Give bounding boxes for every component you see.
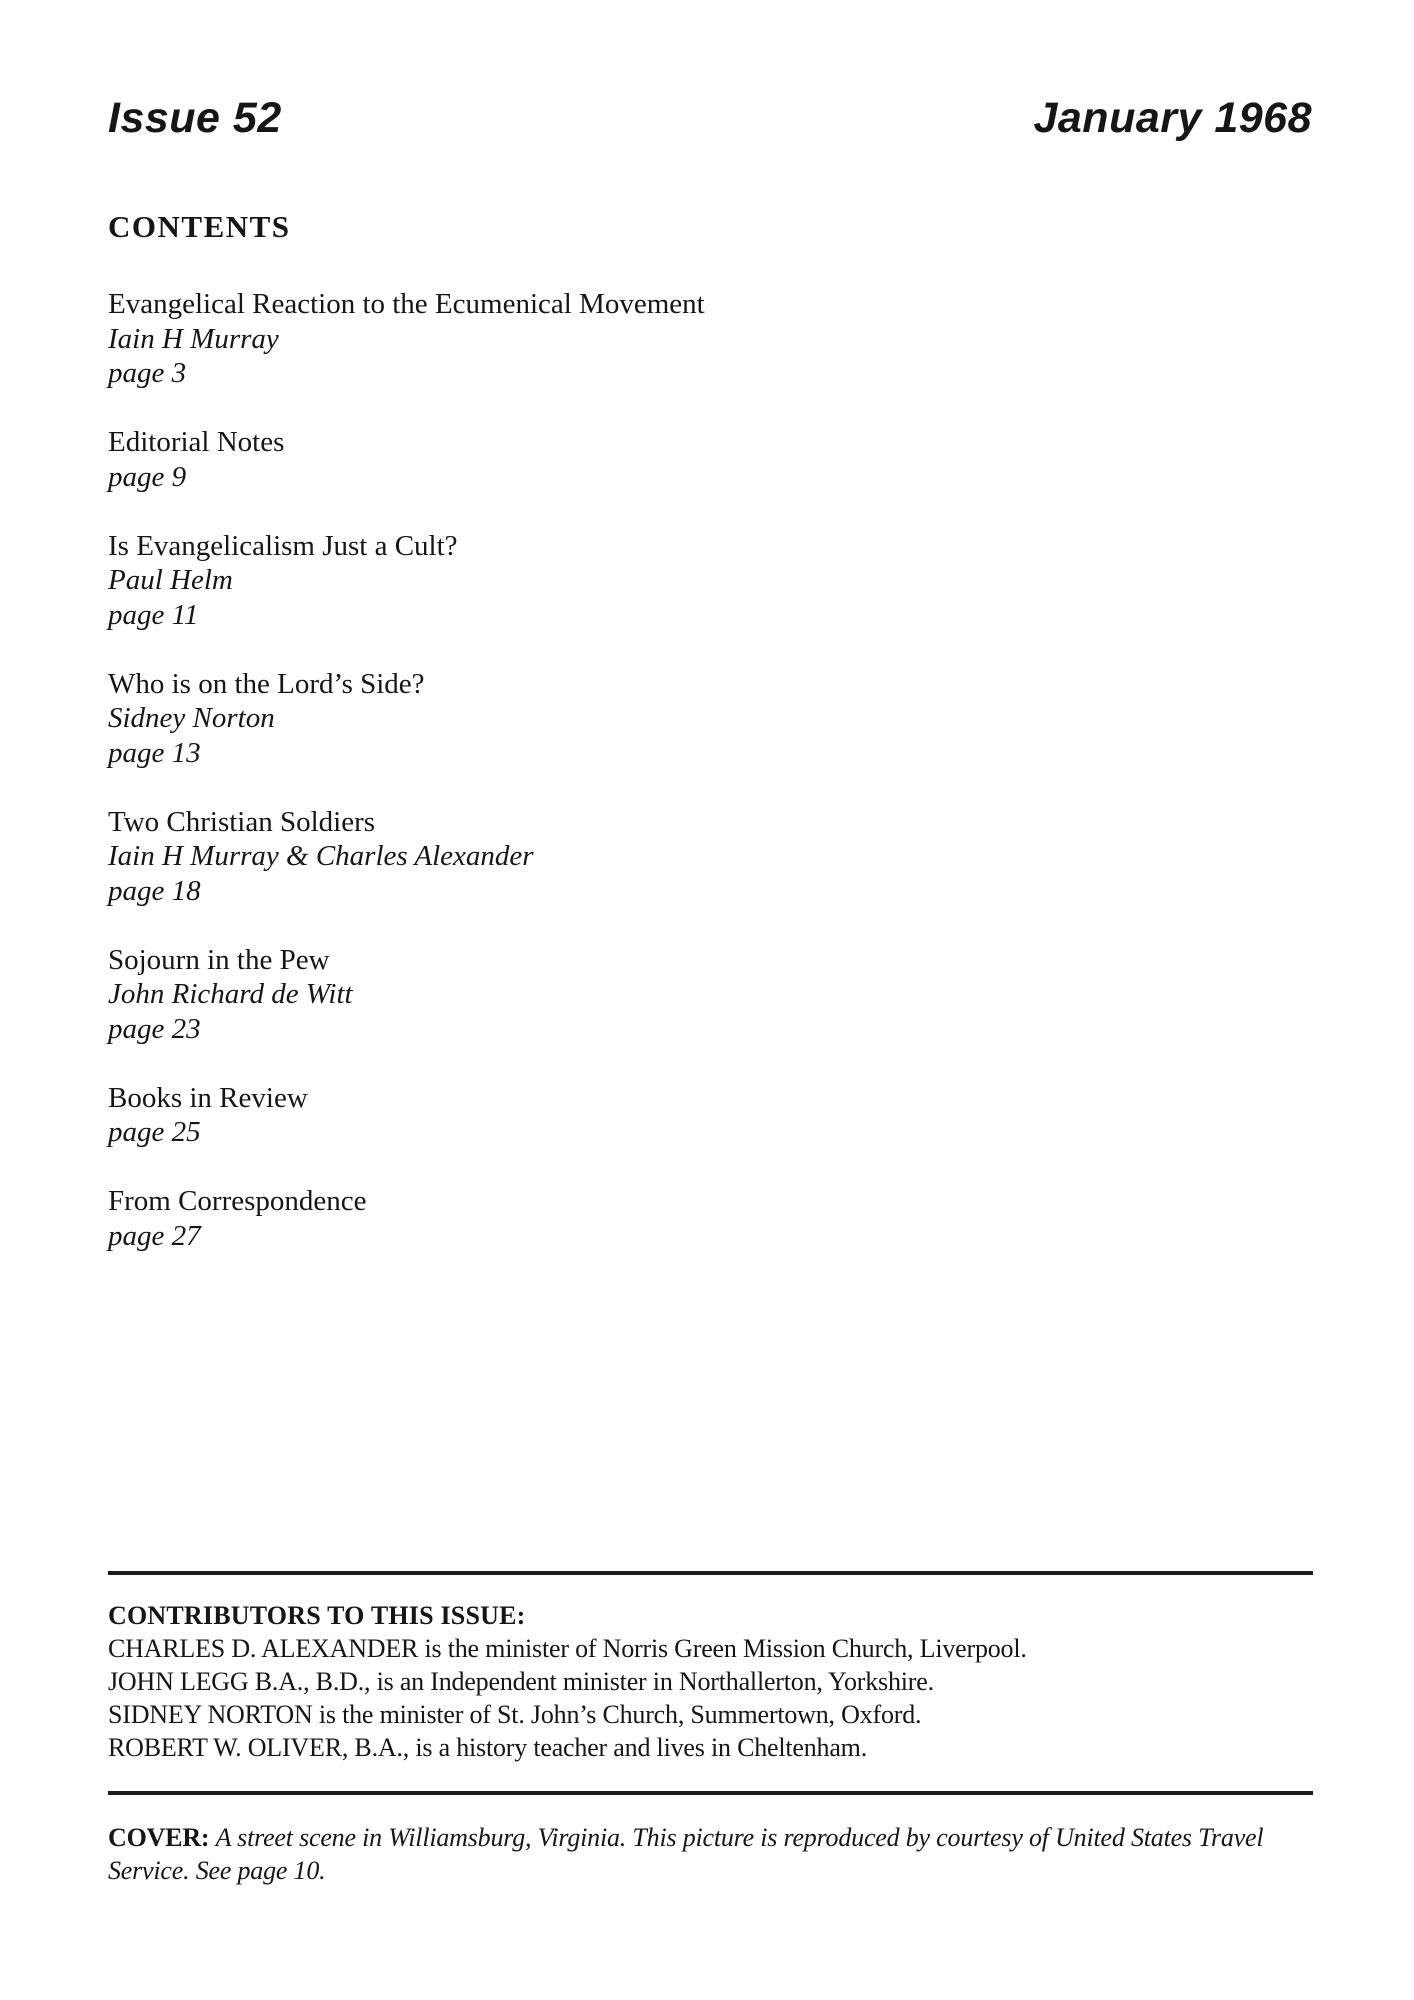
toc-item-title: Is Evangelicalism Just a Cult? — [108, 529, 458, 562]
contributor-entry: ROBERT W. OLIVER, B.A., is a history teacher and lives in Cheltenham. — [108, 1733, 868, 1762]
toc-item-title: Who is on the Lord’s Side? — [108, 667, 425, 700]
toc-item-page: page 25 — [108, 1116, 201, 1148]
divider-bottom — [108, 1791, 1313, 1795]
toc-item — [108, 529, 1008, 633]
divider-top — [108, 1571, 1313, 1575]
toc-item-title: Sojourn in the Pew — [108, 943, 330, 976]
toc-item-page: page 27 — [108, 1219, 201, 1252]
bottom-block — [108, 1571, 1313, 1887]
toc-item-author: Paul Helm — [108, 564, 233, 596]
toc-item — [108, 805, 1008, 909]
toc-item-author: Iain H Murray & Charles Alexander — [108, 840, 534, 872]
cover-label: COVER: — [108, 1823, 210, 1852]
toc-item-title: Books in Review — [108, 1081, 308, 1114]
contributor-entry: CHARLES D. ALEXANDER is the minister of Norris Green Mission Church, Liverpool. — [108, 1634, 1027, 1663]
cover-note — [108, 1821, 1313, 1887]
contents-heading: CONTENTS — [108, 209, 291, 244]
issue-date: January 1968 — [1033, 94, 1312, 142]
toc-item-title: From Correspondence — [108, 1185, 367, 1217]
contributor-entry: JOHN LEGG B.A., B.D., is an Independent minister in Northallerton, Yorkshire. — [108, 1667, 934, 1696]
toc-item — [108, 943, 1008, 1047]
contents-list — [108, 287, 1008, 1288]
toc-item-title: Two Christian Soldiers — [108, 805, 376, 838]
toc-item — [108, 287, 1008, 391]
toc-item-page: page 18 — [108, 874, 201, 907]
toc-item-page: page 23 — [108, 1012, 201, 1045]
toc-item — [108, 1184, 1008, 1253]
masthead — [108, 94, 1312, 142]
toc-item-title: Editorial Notes — [108, 426, 285, 458]
toc-item — [108, 667, 1008, 771]
contributors-list — [108, 1632, 1313, 1764]
toc-item-page: page 13 — [108, 736, 201, 769]
toc-item-author: Iain H Murray — [108, 322, 279, 355]
toc-item-title: Evangelical Reaction to the Ecumenical Movement — [108, 288, 705, 320]
toc-item-page: page 9 — [108, 460, 187, 493]
toc-item-author: John Richard de Witt — [108, 978, 353, 1010]
toc-item — [108, 425, 1008, 494]
contributors-section — [108, 1599, 1313, 1764]
toc-item — [108, 1081, 1008, 1150]
issue-number: Issue 52 — [108, 94, 282, 142]
contributor-entry: SIDNEY NORTON is the minister of St. John’s Church, Summertown, Oxford. — [108, 1700, 922, 1729]
toc-item-author: Sidney Norton — [108, 702, 275, 734]
cover-description: A street scene in Williamsburg, Virginia. This picture is reproduced by courtesy of United States Travel Service. See page 10. — [108, 1823, 1264, 1885]
toc-item-page: page 3 — [108, 357, 187, 389]
contributors-heading: CONTRIBUTORS TO THIS ISSUE: — [108, 1601, 526, 1630]
toc-item-page: page 11 — [108, 598, 199, 631]
